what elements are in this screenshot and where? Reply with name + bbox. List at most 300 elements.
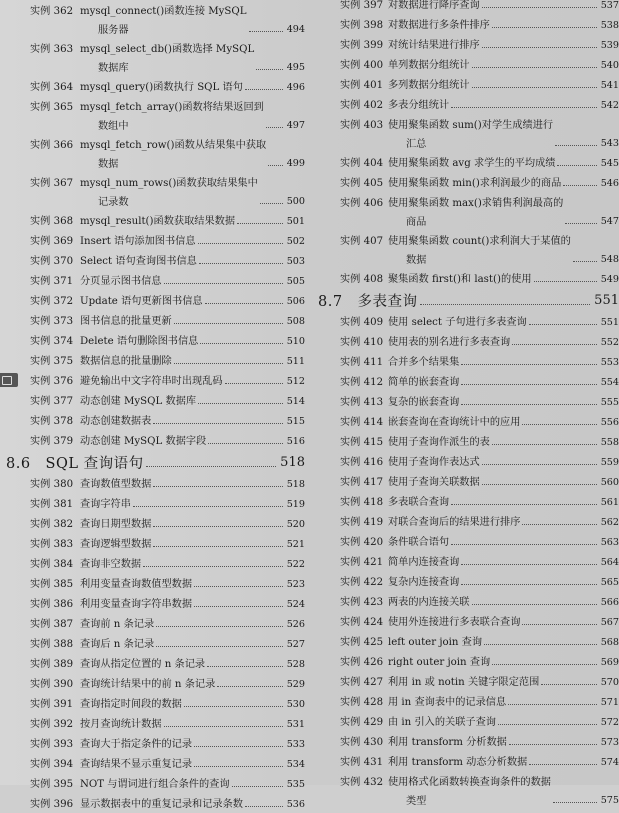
entry-title-line: 对统计结果进行排序 <box>388 40 480 51</box>
toc-entry[interactable] <box>318 351 619 371</box>
leader-dots <box>153 486 282 487</box>
toc-entry[interactable] <box>318 268 619 288</box>
entry-title-line: 查询结果不显示重复记录 <box>80 759 193 770</box>
entry-page-number: 505 <box>286 276 305 287</box>
entry-title <box>388 573 459 588</box>
entry-title <box>388 16 490 31</box>
entry-number: 实例 371 <box>30 276 74 287</box>
entry-title <box>388 154 555 169</box>
leader-dots <box>484 644 597 645</box>
entry-page-number: 519 <box>286 499 305 510</box>
entry-title <box>80 212 235 227</box>
entry-page-number: 571 <box>600 697 619 708</box>
entry-number: 实例 372 <box>30 296 74 307</box>
toc-entry[interactable] <box>318 531 619 551</box>
toc-entry[interactable] <box>318 551 619 571</box>
leader-dots <box>208 443 282 444</box>
entry-page-number: 540 <box>600 60 619 71</box>
entry-page-number: 495 <box>286 62 305 73</box>
leader-dots <box>461 564 596 565</box>
toc-entry[interactable] <box>0 673 305 693</box>
toc-entry[interactable] <box>0 310 305 330</box>
entry-number: 实例 401 <box>340 80 384 91</box>
entry-title-line: 数据 <box>98 159 119 170</box>
leader-dots <box>156 646 283 647</box>
entry-title <box>388 56 470 71</box>
entry-title <box>80 352 172 367</box>
toc-entry[interactable] <box>318 34 619 54</box>
toc-entry[interactable] <box>0 573 305 593</box>
entry-page-number: 516 <box>286 436 305 447</box>
entry-number: 实例 368 <box>30 216 74 227</box>
entry-number: 实例 409 <box>340 317 384 328</box>
toc-entry[interactable] <box>0 493 305 513</box>
leader-dots <box>153 423 282 424</box>
toc-entry[interactable] <box>0 513 305 533</box>
toc-entry[interactable] <box>318 0 619 14</box>
leader-dots <box>194 586 283 587</box>
entry-title-line: 避免输出中文字符串时出现乱码 <box>80 376 223 387</box>
toc-section-heading[interactable] <box>318 288 619 311</box>
entry-title-line: 查询从指定位置的 n 条记录 <box>80 659 206 670</box>
toc-entry[interactable] <box>318 771 619 809</box>
toc-entry[interactable] <box>0 613 305 633</box>
entry-page-number: 563 <box>600 537 619 548</box>
entry-title <box>388 593 470 608</box>
entry-page-number: 494 <box>286 24 305 35</box>
leader-dots <box>156 626 283 627</box>
leader-dots <box>482 47 597 48</box>
entry-page-number: 562 <box>600 517 619 528</box>
toc-entry[interactable] <box>318 152 619 172</box>
toc-entry[interactable] <box>0 410 305 430</box>
entry-page-number: 561 <box>600 497 619 508</box>
leader-dots <box>557 165 596 166</box>
entry-title <box>80 78 243 93</box>
leader-dots <box>143 566 283 567</box>
leader-dots <box>174 363 283 364</box>
toc-entry[interactable] <box>318 192 619 230</box>
toc-entry[interactable] <box>0 210 305 230</box>
entry-title-line: 使用聚集函数 min()求利润最少的商品 <box>388 178 562 189</box>
entry-title <box>80 755 192 770</box>
entry-number: 实例 406 <box>340 198 384 209</box>
leader-dots <box>225 383 283 384</box>
entry-number: 实例 366 <box>30 140 74 151</box>
leader-dots <box>461 584 596 585</box>
entry-title-line: 服务器 <box>98 25 129 36</box>
toc-entry[interactable] <box>0 693 305 713</box>
entry-number: 实例 427 <box>340 677 384 688</box>
entry-title <box>388 633 482 648</box>
entry-page-number: 570 <box>600 677 619 688</box>
leader-dots <box>498 724 597 725</box>
leader-dots <box>512 344 596 345</box>
entry-title-line: 单列数据分组统计 <box>388 60 470 71</box>
entry-title <box>80 495 131 510</box>
leader-dots <box>194 766 283 767</box>
entry-number: 实例 395 <box>30 779 74 790</box>
toc-entry[interactable] <box>318 411 619 431</box>
entry-title <box>80 332 198 347</box>
entry-page-number: 510 <box>286 336 305 347</box>
entry-page-number: 529 <box>286 679 305 690</box>
entry-title-line: 商品 <box>406 217 427 228</box>
entry-title-line: 查询前 n 条记录 <box>80 619 155 630</box>
toc-entry[interactable] <box>0 773 305 793</box>
toc-entry[interactable] <box>0 350 305 370</box>
entry-page-number: 558 <box>600 437 619 448</box>
entry-number: 实例 370 <box>30 256 74 267</box>
entry-number: 实例 425 <box>340 637 384 648</box>
entry-title <box>388 653 490 668</box>
entry-page-number: 568 <box>600 637 619 648</box>
entry-title-line: mysql_fetch_row()函数从结果集中获取 <box>80 140 267 151</box>
leader-dots <box>260 203 283 204</box>
toc-entry[interactable] <box>318 731 619 751</box>
leader-dots <box>245 89 283 90</box>
leader-dots <box>133 506 283 507</box>
entry-page-number: 535 <box>286 779 305 790</box>
entry-title-line: 图书信息的批量更新 <box>80 316 172 327</box>
entry-number: 实例 362 <box>30 6 74 17</box>
toc-right-column <box>318 0 619 809</box>
entry-title-line: Delete 语句删除图书信息 <box>80 336 199 347</box>
toc-entry[interactable] <box>0 793 305 813</box>
entry-number: 实例 426 <box>340 657 384 668</box>
entry-title <box>388 0 480 11</box>
entry-title-line: 合并多个结果集 <box>388 357 460 368</box>
toc-entry[interactable] <box>0 172 305 210</box>
entry-page-number: 549 <box>600 274 619 285</box>
entry-number: 实例 364 <box>30 82 74 93</box>
entry-page-number: 518 <box>286 479 305 490</box>
toc-entry[interactable] <box>318 611 619 631</box>
entry-number: 实例 430 <box>340 737 384 748</box>
leader-dots <box>472 604 597 605</box>
leader-dots <box>232 786 283 787</box>
leader-dots <box>249 31 283 32</box>
toc-entry[interactable] <box>0 593 305 613</box>
leader-dots <box>245 806 283 807</box>
toc-entry[interactable] <box>318 591 619 611</box>
entry-title-line: 多表联合查询 <box>388 497 450 508</box>
entry-page-number: 496 <box>286 82 305 93</box>
toc-entry[interactable] <box>0 96 305 134</box>
entry-number: 实例 420 <box>340 537 384 548</box>
entry-page-number: 524 <box>286 599 305 610</box>
entry-title <box>80 412 151 427</box>
video-icon <box>0 373 18 387</box>
toc-entry[interactable] <box>0 38 305 76</box>
entry-title-line: 简单的嵌套查询 <box>388 377 460 388</box>
toc-entry[interactable] <box>0 134 305 172</box>
entry-title-line: 数据 <box>406 255 427 266</box>
entry-title-line: 利用 transform 动态分析数据 <box>388 757 528 768</box>
toc-entry[interactable] <box>318 651 619 671</box>
entry-number: 实例 384 <box>30 559 74 570</box>
entry-number: 实例 400 <box>340 60 384 71</box>
entry-title <box>388 116 553 150</box>
toc-entry[interactable] <box>318 230 619 268</box>
leader-dots <box>153 546 282 547</box>
entry-page-number: 552 <box>600 337 619 348</box>
entry-title-line: 简单内连接查询 <box>388 557 460 568</box>
entry-title <box>388 473 480 488</box>
toc-entry[interactable] <box>318 571 619 591</box>
toc-entry[interactable] <box>318 491 619 511</box>
leader-dots <box>482 484 597 485</box>
leader-dots <box>522 524 596 525</box>
toc-entry[interactable] <box>318 114 619 152</box>
leader-dots <box>482 464 597 465</box>
entry-number: 实例 394 <box>30 759 74 770</box>
entry-page-number: 574 <box>600 757 619 768</box>
entry-number: 实例 417 <box>340 477 384 488</box>
entry-number: 实例 412 <box>340 377 384 388</box>
entry-number: 实例 431 <box>340 757 384 768</box>
entry-number: 实例 399 <box>340 40 384 51</box>
entry-number: 实例 393 <box>30 739 74 750</box>
toc-entry[interactable] <box>0 76 305 96</box>
entry-title <box>80 695 182 710</box>
toc-entry[interactable] <box>0 390 305 410</box>
entry-title-line: 对数据进行降序查询 <box>388 0 480 11</box>
leader-dots <box>472 87 597 88</box>
toc-entry[interactable] <box>318 511 619 531</box>
entry-page-number: 541 <box>600 80 619 91</box>
entry-title <box>388 713 496 728</box>
toc-entry[interactable] <box>0 270 305 290</box>
toc-entry[interactable] <box>318 631 619 651</box>
leader-dots <box>492 444 597 445</box>
toc-entry[interactable] <box>318 172 619 192</box>
entry-number: 实例 376 <box>30 376 74 387</box>
entry-number: 实例 375 <box>30 356 74 367</box>
toc-entry[interactable] <box>318 311 619 331</box>
toc-section-heading[interactable] <box>0 450 305 473</box>
leader-dots <box>146 466 277 467</box>
leader-dots <box>199 263 283 264</box>
entry-title <box>80 475 151 490</box>
leader-dots <box>451 544 597 545</box>
entry-title-line: 动态创建 MySQL 数据库 <box>80 396 197 407</box>
entry-page-number: 545 <box>600 158 619 169</box>
entry-number: 实例 396 <box>30 799 74 810</box>
toc-entry[interactable] <box>0 290 305 310</box>
entry-number: 实例 432 <box>340 777 384 788</box>
toc-entry[interactable] <box>318 431 619 451</box>
leader-dots <box>472 67 597 68</box>
leader-dots <box>563 185 596 186</box>
leader-dots <box>184 706 283 707</box>
entry-number: 实例 388 <box>30 639 74 650</box>
entry-title <box>388 353 459 368</box>
toc-entry[interactable] <box>0 473 305 493</box>
entry-page-number: 546 <box>600 178 619 189</box>
entry-page-number: 575 <box>600 795 619 806</box>
entry-title-line: 使用聚集函数 avg 求学生的平均成绩 <box>388 158 556 169</box>
entry-title-line: 使用格式化函数转换查询条件的数据 <box>388 777 551 788</box>
leader-dots <box>508 704 597 705</box>
entry-page-number: 508 <box>286 316 305 327</box>
toc-entry[interactable] <box>318 54 619 74</box>
entry-page-number: 523 <box>286 579 305 590</box>
leader-dots <box>482 7 597 8</box>
entry-number: 实例 415 <box>340 437 384 448</box>
entry-title <box>388 753 527 768</box>
entry-page-number: 567 <box>600 617 619 628</box>
entry-title <box>80 232 196 247</box>
toc-entry[interactable] <box>0 430 305 450</box>
entry-title <box>388 693 506 708</box>
entry-number: 实例 418 <box>340 497 384 508</box>
entry-title-line: mysql_fetch_array()函数将结果返回到 <box>80 102 264 113</box>
leader-dots <box>534 281 597 282</box>
toc-entry[interactable] <box>318 94 619 114</box>
entry-title-line: 使用 select 子句进行多表查询 <box>388 317 527 328</box>
toc-entry[interactable] <box>0 633 305 653</box>
toc-entry[interactable] <box>0 330 305 350</box>
entry-title-line: 对联合查询后的结果进行排序 <box>388 517 521 528</box>
entry-page-number: 515 <box>286 416 305 427</box>
toc-entry[interactable] <box>0 250 305 270</box>
entry-title-line: mysql_num_rows()函数获取结果集中 <box>80 178 258 189</box>
entry-title-line: Update 语句更新图书信息 <box>80 296 203 307</box>
entry-title <box>388 270 532 285</box>
entry-title-line: 使用聚集函数 max()求销售利润最高的 <box>388 198 564 209</box>
toc-entry[interactable] <box>318 391 619 411</box>
entry-title <box>388 533 449 548</box>
leader-dots <box>492 27 597 28</box>
entry-title <box>80 795 243 810</box>
leader-dots <box>492 664 596 665</box>
entry-title <box>80 615 154 630</box>
leader-dots <box>529 324 597 325</box>
entry-page-number: 522 <box>286 559 305 570</box>
toc-entry[interactable] <box>0 653 305 673</box>
entry-page-number: 526 <box>286 619 305 630</box>
entry-title-line: 多表分组统计 <box>388 100 450 111</box>
entry-title-line: 嵌套查询在查询统计中的应用 <box>388 417 521 428</box>
toc-entry[interactable] <box>318 711 619 731</box>
toc-entry[interactable] <box>318 671 619 691</box>
entry-page-number: 542 <box>600 100 619 111</box>
entry-title-line: left outer join 查询 <box>388 637 483 648</box>
entry-title-line: 类型 <box>406 796 427 807</box>
toc-entry[interactable] <box>0 0 305 38</box>
entry-page-number: 573 <box>600 737 619 748</box>
entry-page-number: 565 <box>600 577 619 588</box>
toc-entry[interactable] <box>318 471 619 491</box>
toc-entry[interactable] <box>318 751 619 771</box>
toc-entry[interactable] <box>0 533 305 553</box>
leader-dots <box>420 304 591 305</box>
entry-page-number: 520 <box>286 519 305 530</box>
entry-title <box>388 493 449 508</box>
entry-title-line: 使用表的别名进行多表查询 <box>388 337 511 348</box>
leader-dots <box>256 69 282 70</box>
entry-title-line: 记录数 <box>98 197 129 208</box>
entry-page-number: 572 <box>600 717 619 728</box>
leader-dots <box>198 403 283 404</box>
entry-title <box>388 393 459 408</box>
entry-page-number: 556 <box>600 417 619 428</box>
entry-title-line: 查询非空数据 <box>80 559 142 570</box>
entry-number: 实例 402 <box>340 100 384 111</box>
entry-title <box>388 36 480 51</box>
entry-number: 实例 413 <box>340 397 384 408</box>
entry-title <box>80 515 151 530</box>
entry-page-number: 503 <box>286 256 305 267</box>
leader-dots <box>509 744 597 745</box>
entry-number: 实例 405 <box>340 178 384 189</box>
leader-dots <box>565 223 596 224</box>
toc-entry[interactable] <box>318 331 619 351</box>
entry-number: 实例 381 <box>30 499 74 510</box>
leader-dots <box>541 684 596 685</box>
entry-title-line: 数组中 <box>98 121 129 132</box>
entry-page-number: 547 <box>600 216 619 227</box>
entry-number: 实例 410 <box>340 337 384 348</box>
entry-title <box>80 675 215 690</box>
leader-dots <box>461 364 596 365</box>
section-title: 8.6 SQL 查询语句 <box>6 456 144 472</box>
toc-entry[interactable] <box>0 713 305 733</box>
entry-page-number: 566 <box>600 597 619 608</box>
toc-entry[interactable] <box>0 553 305 573</box>
entry-title-line: mysql_connect()函数连接 MySQL <box>80 6 247 17</box>
entry-number: 实例 373 <box>30 316 74 327</box>
entry-number: 实例 421 <box>340 557 384 568</box>
toc-entry[interactable] <box>318 371 619 391</box>
entry-title-line: 动态创建数据表 <box>80 416 152 427</box>
entry-title-line: right outer join 查询 <box>388 657 491 668</box>
entry-number: 实例 374 <box>30 336 74 347</box>
entry-number: 实例 392 <box>30 719 74 730</box>
entry-page-number: 527 <box>286 639 305 650</box>
toc-entry[interactable] <box>318 451 619 471</box>
entry-number: 实例 367 <box>30 178 74 189</box>
entry-title-line: 汇总 <box>406 139 427 150</box>
entry-page-number: 499 <box>286 158 305 169</box>
leader-dots <box>194 746 283 747</box>
section-page-number: 518 <box>280 455 305 470</box>
leader-dots <box>522 424 596 425</box>
leader-dots <box>451 504 597 505</box>
entry-title <box>80 252 197 267</box>
entry-title-line: 复杂内连接查询 <box>388 577 460 588</box>
entry-title <box>388 373 459 388</box>
entry-title <box>388 96 449 111</box>
entry-page-number: 553 <box>600 357 619 368</box>
entry-title <box>80 775 230 790</box>
toc-entry[interactable] <box>318 14 619 34</box>
entry-title <box>388 433 490 448</box>
entry-page-number: 502 <box>286 236 305 247</box>
toc-entry[interactable] <box>0 733 305 753</box>
entry-title <box>80 40 254 74</box>
toc-entry[interactable] <box>0 230 305 250</box>
entry-page-number: 548 <box>600 254 619 265</box>
toc-entry[interactable] <box>318 74 619 94</box>
toc-entry[interactable] <box>0 753 305 773</box>
entry-title-line: 显示数据表中的重复记录和记录条数 <box>80 799 243 810</box>
toc-entry[interactable] <box>318 691 619 711</box>
toc-entry[interactable] <box>0 370 305 390</box>
leader-dots <box>205 303 283 304</box>
entry-number: 实例 397 <box>340 0 384 11</box>
